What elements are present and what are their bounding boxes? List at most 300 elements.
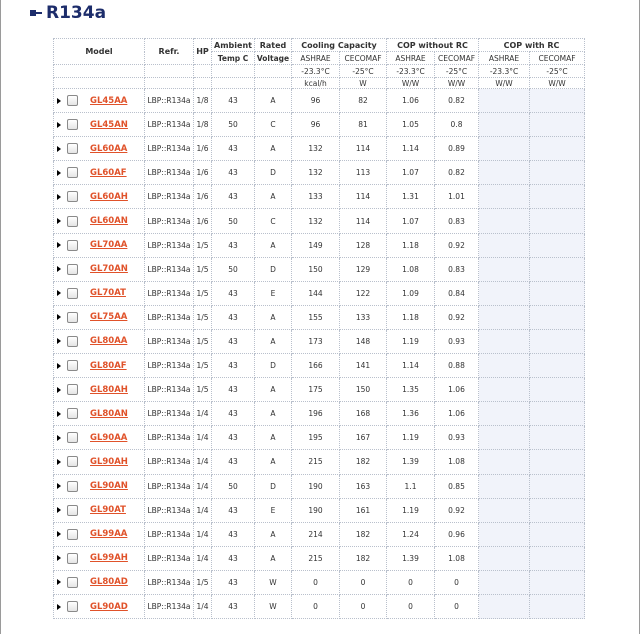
bullet-icon <box>30 7 42 19</box>
cooling-cecomaf-cell: 182 <box>340 546 387 570</box>
copw-ashrae-cell <box>479 137 530 161</box>
copw-cecomaf-cell <box>530 450 585 474</box>
copw-cecomaf-cell <box>530 113 585 137</box>
row-checkbox[interactable] <box>67 167 78 178</box>
model-cell <box>54 329 145 353</box>
expand-arrow-icon[interactable] <box>57 218 61 224</box>
model-link[interactable]: GL60AA <box>90 143 128 154</box>
row-checkbox[interactable] <box>67 577 78 588</box>
row-checkbox[interactable] <box>67 505 78 516</box>
refr-cell: LBP::R134a <box>145 305 194 329</box>
copw-cecomaf-cell <box>530 498 585 522</box>
cooling-cecomaf-cell: 167 <box>340 426 387 450</box>
expand-arrow-icon[interactable] <box>57 146 61 152</box>
model-link[interactable]: GL60AH <box>90 191 128 202</box>
header-cop-without-rc: COP without RC <box>387 39 479 52</box>
voltage-cell: A <box>255 329 292 353</box>
row-checkbox[interactable] <box>67 360 78 371</box>
copw-ashrae-cell <box>479 450 530 474</box>
voltage-cell: D <box>255 474 292 498</box>
ambient-cell: 50 <box>212 257 255 281</box>
copwo-cecomaf-cell: 1.08 <box>435 546 479 570</box>
model-link[interactable]: GL80AD <box>90 577 128 588</box>
copwo-ashrae-cell: 1.08 <box>387 257 435 281</box>
refr-cell: LBP::R134a <box>145 522 194 546</box>
row-checkbox[interactable] <box>67 529 78 540</box>
row-checkbox[interactable] <box>67 601 78 612</box>
cooling-cecomaf-cell: 128 <box>340 233 387 257</box>
cooling-ashrae-cell: 195 <box>292 426 340 450</box>
ambient-cell: 43 <box>212 522 255 546</box>
expand-arrow-icon[interactable] <box>57 314 61 320</box>
temp-copw-ashrae: -23.3°C <box>479 65 530 78</box>
table-row <box>54 474 585 498</box>
model-cell <box>54 233 145 257</box>
model-link[interactable]: GL60AF <box>90 167 127 178</box>
model-link[interactable]: GL70AT <box>90 288 126 299</box>
model-cell <box>54 570 145 594</box>
refr-cell: LBP::R134a <box>145 402 194 426</box>
copwo-cecomaf-cell: 0.82 <box>435 89 479 113</box>
ambient-cell: 43 <box>212 570 255 594</box>
model-link[interactable]: GL80AN <box>90 408 128 419</box>
page-border-left <box>0 0 1 634</box>
copw-ashrae-cell <box>479 474 530 498</box>
copwo-cecomaf-cell: 0.82 <box>435 161 479 185</box>
cooling-ashrae-cell: 132 <box>292 209 340 233</box>
header-voltage: Voltage <box>255 52 292 65</box>
expand-arrow-icon[interactable] <box>57 459 61 465</box>
cooling-ashrae-cell: 144 <box>292 281 340 305</box>
cooling-cecomaf-cell: 122 <box>340 281 387 305</box>
expand-arrow-icon[interactable] <box>57 338 61 344</box>
cooling-ashrae-cell: 132 <box>292 137 340 161</box>
subheader-cooling-cecomaf: CECOMAF <box>340 52 387 65</box>
cooling-ashrae-cell: 166 <box>292 354 340 378</box>
cooling-cecomaf-cell: 161 <box>340 498 387 522</box>
model-cell <box>54 594 145 618</box>
model-link[interactable]: GL45AN <box>90 119 128 130</box>
copw-cecomaf-cell <box>530 378 585 402</box>
table-row <box>54 546 585 570</box>
model-cell <box>54 354 145 378</box>
table-row <box>54 161 585 185</box>
header-ambient: Ambient <box>212 39 255 52</box>
cooling-ashrae-cell: 190 <box>292 474 340 498</box>
expand-arrow-icon[interactable] <box>57 387 61 393</box>
table-row <box>54 209 585 233</box>
copw-ashrae-cell <box>479 161 530 185</box>
table-row <box>54 450 585 474</box>
hp-cell: 1/4 <box>194 498 212 522</box>
ambient-cell: 50 <box>212 209 255 233</box>
voltage-cell: A <box>255 522 292 546</box>
model-cell <box>54 426 145 450</box>
hp-cell: 1/8 <box>194 89 212 113</box>
refr-cell: LBP::R134a <box>145 137 194 161</box>
expand-arrow-icon[interactable] <box>57 604 61 610</box>
copwo-cecomaf-cell: 1.06 <box>435 402 479 426</box>
copwo-cecomaf-cell: 0.92 <box>435 305 479 329</box>
table-row <box>54 378 585 402</box>
row-checkbox[interactable] <box>67 216 78 227</box>
copwo-cecomaf-cell: 0.89 <box>435 137 479 161</box>
expand-arrow-icon[interactable] <box>57 290 61 296</box>
hp-cell: 1/5 <box>194 329 212 353</box>
refr-cell: LBP::R134a <box>145 209 194 233</box>
header-blank <box>194 65 212 78</box>
model-cell <box>54 113 145 137</box>
header-model: Model <box>54 39 145 65</box>
temp-cooling-ashrae: -23.3°C <box>292 65 340 78</box>
copwo-ashrae-cell: 1.05 <box>387 113 435 137</box>
copw-cecomaf-cell <box>530 209 585 233</box>
copwo-cecomaf-cell: 0.83 <box>435 257 479 281</box>
header-blank <box>54 78 145 89</box>
header-blank <box>145 78 194 89</box>
model-link[interactable]: GL90AD <box>90 601 128 612</box>
expand-arrow-icon[interactable] <box>57 411 61 417</box>
refr-cell: LBP::R134a <box>145 185 194 209</box>
refr-cell: LBP::R134a <box>145 354 194 378</box>
cooling-cecomaf-cell: 114 <box>340 137 387 161</box>
ambient-cell: 43 <box>212 498 255 522</box>
copw-ashrae-cell <box>479 185 530 209</box>
ambient-cell: 50 <box>212 113 255 137</box>
model-link[interactable]: GL70AA <box>90 240 128 251</box>
copwo-ashrae-cell: 1.18 <box>387 305 435 329</box>
model-cell <box>54 137 145 161</box>
cooling-ashrae-cell: 215 <box>292 450 340 474</box>
hp-cell: 1/5 <box>194 233 212 257</box>
copwo-ashrae-cell: 1.39 <box>387 546 435 570</box>
ambient-cell: 43 <box>212 305 255 329</box>
voltage-cell: W <box>255 570 292 594</box>
copw-ashrae-cell <box>479 402 530 426</box>
model-link[interactable]: GL75AA <box>90 312 128 323</box>
voltage-cell: A <box>255 305 292 329</box>
header-blank <box>194 78 212 89</box>
temp-copw-cecomaf: -25°C <box>530 65 585 78</box>
model-link[interactable]: GL90AH <box>90 456 128 467</box>
voltage-cell: D <box>255 257 292 281</box>
expand-arrow-icon[interactable] <box>57 242 61 248</box>
copw-cecomaf-cell <box>530 474 585 498</box>
refr-cell: LBP::R134a <box>145 113 194 137</box>
ambient-cell: 43 <box>212 426 255 450</box>
subheader-copwo-ashrae: ASHRAE <box>387 52 435 65</box>
row-checkbox[interactable] <box>67 264 78 275</box>
header-blank <box>145 65 194 78</box>
temp-copwo-cecomaf: -25°C <box>435 65 479 78</box>
expand-arrow-icon[interactable] <box>57 363 61 369</box>
cooling-cecomaf-cell: 163 <box>340 474 387 498</box>
table-row <box>54 329 585 353</box>
model-link[interactable]: GL90AA <box>90 432 128 443</box>
row-checkbox[interactable] <box>67 408 78 419</box>
ambient-cell: 43 <box>212 89 255 113</box>
header-blank <box>255 78 292 89</box>
table-row <box>54 281 585 305</box>
model-cell <box>54 305 145 329</box>
refr-cell: LBP::R134a <box>145 233 194 257</box>
refr-cell: LBP::R134a <box>145 257 194 281</box>
refr-cell: LBP::R134a <box>145 426 194 450</box>
cooling-cecomaf-cell: 82 <box>340 89 387 113</box>
cooling-cecomaf-cell: 148 <box>340 329 387 353</box>
cooling-cecomaf-cell: 113 <box>340 161 387 185</box>
ambient-cell: 43 <box>212 281 255 305</box>
voltage-cell: A <box>255 546 292 570</box>
ambient-cell: 43 <box>212 378 255 402</box>
subheader-copw-cecomaf: CECOMAF <box>530 52 585 65</box>
voltage-cell: C <box>255 209 292 233</box>
row-checkbox[interactable] <box>67 553 78 564</box>
model-cell <box>54 498 145 522</box>
row-checkbox[interactable] <box>67 384 78 395</box>
header-ambient-temp: Temp C <box>212 52 255 65</box>
hp-cell: 1/4 <box>194 450 212 474</box>
expand-arrow-icon[interactable] <box>57 483 61 489</box>
row-checkbox[interactable] <box>67 432 78 443</box>
copw-cecomaf-cell <box>530 546 585 570</box>
row-checkbox[interactable] <box>67 143 78 154</box>
refr-cell: LBP::R134a <box>145 474 194 498</box>
copw-cecomaf-cell <box>530 137 585 161</box>
hp-cell: 1/5 <box>194 257 212 281</box>
refr-cell: LBP::R134a <box>145 570 194 594</box>
copw-ashrae-cell <box>479 209 530 233</box>
model-cell <box>54 209 145 233</box>
expand-arrow-icon[interactable] <box>57 435 61 441</box>
header-cooling-capacity: Cooling Capacity <box>292 39 387 52</box>
copw-ashrae-cell <box>479 89 530 113</box>
ambient-cell: 43 <box>212 546 255 570</box>
table-body <box>54 89 585 619</box>
model-cell <box>54 378 145 402</box>
model-link[interactable]: GL99AH <box>90 553 128 564</box>
copwo-ashrae-cell: 1.19 <box>387 498 435 522</box>
temp-cooling-cecomaf: -25°C <box>340 65 387 78</box>
voltage-cell: D <box>255 354 292 378</box>
copwo-ashrae-cell: 1.14 <box>387 354 435 378</box>
voltage-cell: A <box>255 450 292 474</box>
expand-arrow-icon[interactable] <box>57 579 61 585</box>
row-checkbox[interactable] <box>67 481 78 492</box>
model-cell <box>54 522 145 546</box>
ambient-cell: 43 <box>212 402 255 426</box>
refr-cell: LBP::R134a <box>145 281 194 305</box>
copw-cecomaf-cell <box>530 305 585 329</box>
model-link[interactable]: GL90AT <box>90 505 126 516</box>
voltage-cell: E <box>255 281 292 305</box>
row-checkbox[interactable] <box>67 240 78 251</box>
copwo-ashrae-cell: 1.09 <box>387 281 435 305</box>
cooling-ashrae-cell: 149 <box>292 233 340 257</box>
copw-ashrae-cell <box>479 305 530 329</box>
copwo-ashrae-cell: 1.31 <box>387 185 435 209</box>
model-cell <box>54 402 145 426</box>
row-checkbox[interactable] <box>67 191 78 202</box>
hp-cell: 1/6 <box>194 161 212 185</box>
section-header <box>30 2 106 24</box>
hp-cell: 1/5 <box>194 378 212 402</box>
cooling-cecomaf-cell: 168 <box>340 402 387 426</box>
ambient-cell: 50 <box>212 474 255 498</box>
table-row <box>54 257 585 281</box>
model-link[interactable]: GL99AA <box>90 529 128 540</box>
copwo-ashrae-cell: 1.24 <box>387 522 435 546</box>
copwo-cecomaf-cell: 0 <box>435 570 479 594</box>
expand-arrow-icon[interactable] <box>57 266 61 272</box>
model-link[interactable]: GL45AA <box>90 95 128 106</box>
model-cell <box>54 185 145 209</box>
copw-ashrae-cell <box>479 498 530 522</box>
header-blank <box>54 65 145 78</box>
voltage-cell: A <box>255 402 292 426</box>
copwo-cecomaf-cell: 0.88 <box>435 354 479 378</box>
copwo-ashrae-cell: 0 <box>387 570 435 594</box>
cooling-ashrae-cell: 215 <box>292 546 340 570</box>
copwo-cecomaf-cell: 1.06 <box>435 378 479 402</box>
subheader-cooling-ashrae: ASHRAE <box>292 52 340 65</box>
copwo-ashrae-cell: 1.18 <box>387 233 435 257</box>
cooling-ashrae-cell: 190 <box>292 498 340 522</box>
table-row <box>54 305 585 329</box>
row-checkbox[interactable] <box>67 312 78 323</box>
row-checkbox[interactable] <box>67 95 78 106</box>
unit-copwo-cecomaf: W/W <box>435 78 479 89</box>
expand-arrow-icon[interactable] <box>57 555 61 561</box>
copw-ashrae-cell <box>479 522 530 546</box>
copwo-ashrae-cell: 1.07 <box>387 209 435 233</box>
copwo-cecomaf-cell: 0 <box>435 594 479 618</box>
model-cell <box>54 546 145 570</box>
header-hp: HP <box>194 39 212 65</box>
copwo-cecomaf-cell: 0.92 <box>435 498 479 522</box>
copwo-ashrae-cell: 1.07 <box>387 161 435 185</box>
model-cell <box>54 474 145 498</box>
row-checkbox[interactable] <box>67 288 78 299</box>
row-checkbox[interactable] <box>67 336 78 347</box>
copwo-ashrae-cell: 1.35 <box>387 378 435 402</box>
expand-arrow-icon[interactable] <box>57 122 61 128</box>
model-link[interactable]: GL80AA <box>90 336 128 347</box>
table-row <box>54 522 585 546</box>
copwo-cecomaf-cell: 0.85 <box>435 474 479 498</box>
hp-cell: 1/5 <box>194 305 212 329</box>
model-cell <box>54 257 145 281</box>
expand-arrow-icon[interactable] <box>57 507 61 513</box>
model-cell <box>54 281 145 305</box>
expand-arrow-icon[interactable] <box>57 194 61 200</box>
model-link[interactable]: GL80AH <box>90 384 128 395</box>
row-checkbox[interactable] <box>67 119 78 130</box>
cooling-cecomaf-cell: 114 <box>340 209 387 233</box>
voltage-cell: E <box>255 498 292 522</box>
expand-arrow-icon[interactable] <box>57 170 61 176</box>
model-link[interactable]: GL70AN <box>90 264 128 275</box>
cooling-ashrae-cell: 173 <box>292 329 340 353</box>
header-blank <box>212 65 255 78</box>
unit-copw-ashrae: W/W <box>479 78 530 89</box>
model-link[interactable]: GL80AF <box>90 360 127 371</box>
cooling-cecomaf-cell: 133 <box>340 305 387 329</box>
model-cell <box>54 89 145 113</box>
hp-cell: 1/5 <box>194 570 212 594</box>
copw-cecomaf-cell <box>530 233 585 257</box>
copwo-cecomaf-cell: 0.83 <box>435 209 479 233</box>
compressor-table <box>53 38 585 619</box>
section-title: R134a <box>46 3 107 23</box>
expand-arrow-icon[interactable] <box>57 98 61 104</box>
copwo-ashrae-cell: 1.19 <box>387 426 435 450</box>
cooling-cecomaf-cell: 141 <box>340 354 387 378</box>
copwo-ashrae-cell: 1.19 <box>387 329 435 353</box>
hp-cell: 1/4 <box>194 426 212 450</box>
voltage-cell: W <box>255 594 292 618</box>
header-refr: Refr. <box>145 39 194 65</box>
copw-cecomaf-cell <box>530 161 585 185</box>
table-row <box>54 426 585 450</box>
copw-cecomaf-cell <box>530 89 585 113</box>
hp-cell: 1/5 <box>194 281 212 305</box>
table-row <box>54 498 585 522</box>
hp-cell: 1/6 <box>194 185 212 209</box>
copwo-ashrae-cell: 1.06 <box>387 89 435 113</box>
table-row <box>54 354 585 378</box>
expand-arrow-icon[interactable] <box>57 531 61 537</box>
refr-cell: LBP::R134a <box>145 594 194 618</box>
table-row <box>54 402 585 426</box>
copw-ashrae-cell <box>479 570 530 594</box>
hp-cell: 1/4 <box>194 522 212 546</box>
copwo-cecomaf-cell: 0.92 <box>435 233 479 257</box>
copw-cecomaf-cell <box>530 594 585 618</box>
subheader-copwo-cecomaf: CECOMAF <box>435 52 479 65</box>
ambient-cell: 43 <box>212 233 255 257</box>
table-row <box>54 89 585 113</box>
copw-ashrae-cell <box>479 378 530 402</box>
temp-copwo-ashrae: -23.3°C <box>387 65 435 78</box>
copw-cecomaf-cell <box>530 185 585 209</box>
refr-cell: LBP::R134a <box>145 498 194 522</box>
cooling-ashrae-cell: 96 <box>292 89 340 113</box>
voltage-cell: A <box>255 89 292 113</box>
copw-ashrae-cell <box>479 354 530 378</box>
refr-cell: LBP::R134a <box>145 89 194 113</box>
hp-cell: 1/4 <box>194 594 212 618</box>
copwo-ashrae-cell: 0 <box>387 594 435 618</box>
cooling-ashrae-cell: 132 <box>292 161 340 185</box>
copwo-cecomaf-cell: 1.01 <box>435 185 479 209</box>
model-link[interactable]: GL60AN <box>90 216 128 227</box>
table-row <box>54 185 585 209</box>
copw-ashrae-cell <box>479 233 530 257</box>
cooling-ashrae-cell: 0 <box>292 570 340 594</box>
copw-ashrae-cell <box>479 113 530 137</box>
copw-cecomaf-cell <box>530 426 585 450</box>
row-checkbox[interactable] <box>67 456 78 467</box>
copw-cecomaf-cell <box>530 257 585 281</box>
voltage-cell: A <box>255 185 292 209</box>
header-blank <box>212 78 255 89</box>
voltage-cell: A <box>255 233 292 257</box>
copw-cecomaf-cell <box>530 522 585 546</box>
model-cell <box>54 450 145 474</box>
model-link[interactable]: GL90AN <box>90 481 128 492</box>
hp-cell: 1/8 <box>194 113 212 137</box>
